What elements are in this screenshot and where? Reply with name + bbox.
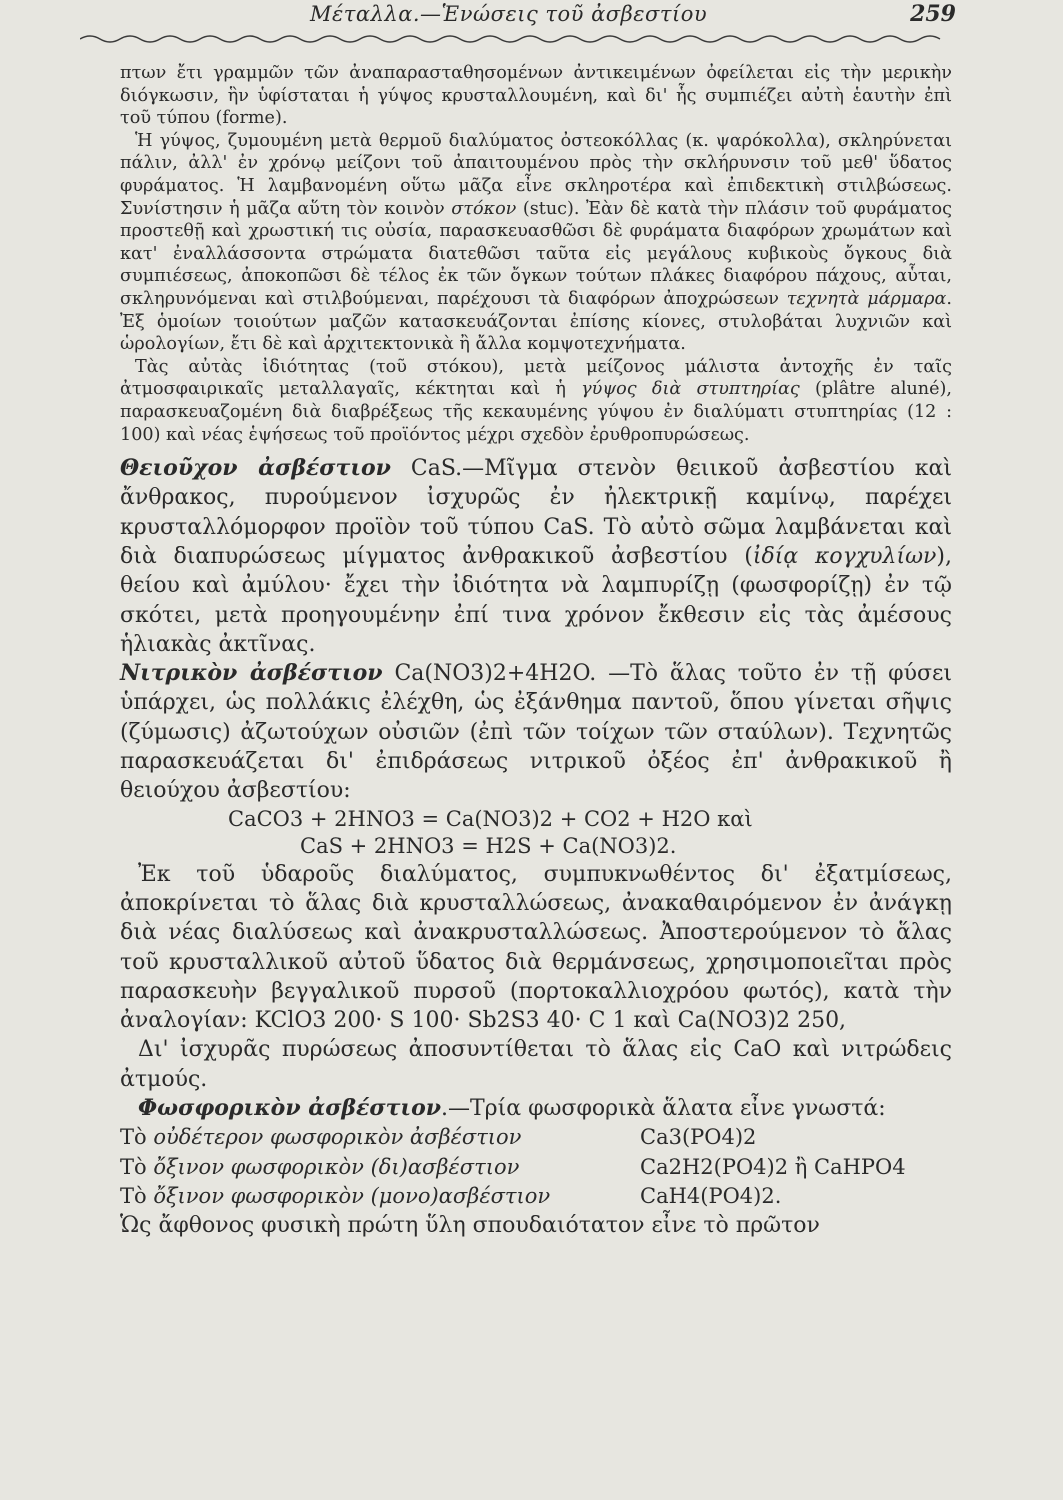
term-stokon: στόκον — [451, 198, 517, 219]
section-calcium-sulfide — [120, 454, 952, 659]
section-calcium-phosphate — [120, 1094, 952, 1123]
list-item — [120, 1182, 952, 1211]
text-run: Τὰς αὐτὰς ἰδιότητας (τοῦ στόκου), μετὰ μείζονος μάλιστα ἀντοχῆς ἐν ταῖς ἀτμοσφαιρικαῖς μεταλλαγαῖς, κέκτηται καὶ ἡ — [120, 356, 952, 400]
compound-name: ὄξινον φωσφορικὸν (μονο)ασβέστιον — [153, 1183, 551, 1208]
text-run: (plâtre aluné), παρασκευαζομένη διὰ διαβρέξεως τῆς κεκαυμένης γύψου ἐν διαλύματι στυπτηρίας (12 : 100) καὶ νέας ἑψήσεως τοῦ προϊόντος μέχρι σχεδὸν ἐρυθροπυρώσεως. — [120, 379, 953, 445]
article: Τὸ — [120, 1183, 147, 1208]
page-body — [120, 62, 952, 1241]
text-run: .—Μῖγμα στενὸν θειικοῦ ἀσβεστίου καὶ ἄνθρακος, πυρούμενον ἰσχυρῶς ἐν ἠλεκτρικῇ καμίνῳ, παρέχει κρυσταλλόμορφον προϊὸν τοῦ τύπου CaS. Τὸ αὐτὸ σῶμα λαμβάνεται καὶ διὰ διαπυρώσεως μίγματος ἀνθρακικοῦ ἀσβεστίου ( — [120, 456, 953, 569]
list-item — [120, 1123, 952, 1152]
article: Τὸ — [120, 1154, 147, 1179]
compound-formula: CaH4(PO4)2. — [640, 1183, 782, 1208]
term-shells: ἰδίᾳ κογχυλίων — [752, 543, 937, 569]
formula-cas: CaS — [410, 456, 456, 482]
equation-1: CaCO3 + 2HNO3 = Ca(NO3)2 + CO2 + H2O καὶ — [228, 806, 753, 831]
term-alum-plaster: γύψος διὰ στυπτηρίας — [581, 379, 800, 400]
running-title: Μέταλλα.—Ἑνώσεις τοῦ ἀσβεστίου — [310, 2, 708, 26]
section-calcium-nitrate — [120, 659, 952, 805]
text-run: .—Τρία φωσφορικὰ ἅλατα εἶνε γνωστά: — [441, 1096, 886, 1122]
compound-formula: Ca3(PO4)2 — [640, 1125, 757, 1150]
heading-calcium-phosphate: Φωσφορικὸν ἀσβέστιον — [138, 1095, 442, 1122]
wavy-header-rule — [80, 32, 950, 46]
paragraph-nitrate-crystallization: Ἐκ τοῦ ὑδαροῦς διαλύματος, συμπυκνωθέντος δι' ἐξατμίσεως, ἀποκρίνεται τὸ ἅλας διὰ κρυσταλλώσεως, ἀνακαθαιρόμενον ἐν ἀνάγκῃ διὰ νέας διαλύσεως καὶ ἀνακρυσταλλώσεως. Ἀποστερούμενον τὸ ἅλας τοῦ κρυσταλλικοῦ αὐτοῦ ὕδατος διὰ θερμάνσεως, χρησιμοποιεῖται πρὸς παρασκευὴν βεγγαλικοῦ πυρσοῦ (πορτοκαλλιοχρόου φωτός), κατὰ τὴν ἀναλογίαν: KClO3 200· S 100· Sb2S3 40· C 1 καὶ Ca(NO3)2 250, — [120, 861, 952, 1034]
compound-name: ὄξινον φωσφορικὸν (δι)ασβέστιον — [153, 1154, 520, 1179]
large-print-section — [120, 454, 952, 1240]
text-run: . —Τὸ ἅλας τοῦτο ἐν τῇ φύσει ὑπάρχει, ὡς πολλάκις ἐλέχθη, ὡς ἐξάνθημα παντοῦ, ὅπου γίνεται σῆψις (ζύμωσις) ἀζωτούχων οὐσιῶν (ἐπὶ τῶν τοίχων τῶν σταύλων). Τεχνητῶς παρασκευάζεται δι' ἐπιδράσεως νιτρικοῦ ὀξέος ἐπ' ἀνθρακικοῦ ἢ θειούχου ἀσβεστίου: — [120, 661, 952, 804]
list-item — [120, 1153, 952, 1182]
page-number: 259 — [910, 1, 956, 27]
paragraph-alum-plaster — [120, 356, 952, 446]
phosphate-name — [120, 1153, 640, 1182]
phosphate-list — [120, 1123, 952, 1211]
phosphate-name — [120, 1123, 640, 1152]
article: Τὸ — [120, 1125, 147, 1150]
compound-name: οὐδέτερον φωσφορικὸν ἀσβέστιον — [153, 1125, 522, 1150]
closing-line: Ὡς ἄφθονος φυσικὴ πρώτη ὕλη σπουδαιότατον εἶνε τὸ πρῶτον — [120, 1213, 820, 1239]
text-run: (stuc). Ἐὰν δὲ κατὰ τὴν πλάσιν τοῦ φυράματος προστεθῇ καὶ χρωστική τις οὐσία, παρασκευασθῶσι δὲ φυράματα διαφόρων χρωμάτων καὶ κατ' ἐναλλάσσοντα στρώματα διατεθῶσι ταῦτα εἰς μεγάλους κυβικοὺς ὄγκους διὰ συμπιέσεως, ἀποκοπῶσι δὲ τέλος ἐκ τῶν ὄγκων τούτων πλάκες διαφόρου πάχους, αὗται, σκληρυνόμεναι καὶ στιλβούμεναι, παρέχουσι τὰ διαφόρων ἀποχρώσεων — [120, 198, 952, 309]
phosphate-name — [120, 1182, 640, 1211]
term-artificial-marble: τεχνητὰ μάρμαρα — [786, 288, 947, 309]
text-run: Ἡ γύψος, ζυμουμένη μετὰ θερμοῦ διαλύματος ὀστεοκόλλας (κ. ψαρόκολλα), σκληρύνεται πάλιν, ἀλλ' ἐν χρόνῳ μείζονι τοῦ ἀπαιτουμένου πρὸς τὴν σκλήρυνσιν τοῦ μεθ' ὕδατος φυράματος. Ἡ λαμβανομένη οὕτω μᾶζα εἶνε σκληροτέρα καὶ ἐπιδεκτικὴ στιλβώσεως. Συνίστησιν ἡ μᾶζα αὕτη τὸν κοινὸν — [120, 130, 952, 219]
text-run: . Ἐξ ὁμοίων τοιούτων μαζῶν κατασκευάζονται ἐπίσης κίονες, στυλοβάται λυχνιῶν καὶ ὡρολογίων, ἔτι δὲ καὶ ἀρχιτεκτονικὰ ἢ ἄλλα κομψοτεχνήματα. — [120, 288, 952, 355]
page-header — [100, 0, 956, 28]
paragraph-continuation: πτων ἔτι γραμμῶν τῶν ἀναπαρασταθησομένων ἀντικειμένων ὀφείλεται εἰς τὴν μερικὴν διόγκωσιν, ἣν ὑφίσταται ἡ γύψος κρυσταλλουμένη, καὶ δι' ἧς συμπιέζει αὐτὴ ἑαυτὴν ἐπὶ τοῦ τύπου (forme). — [120, 63, 952, 129]
text-run: ), θείου καὶ ἀμύλου· ἔχει τὴν ἰδιότητα νὰ λαμπυρίζῃ (φωσφορίζῃ) ἐν τῷ σκότει, μετὰ προηγουμένην ἐπί τινα χρόνον ἔκθεσιν εἰς τὰς ἀμέσους ἡλιακὰς ἀκτῖνας. — [120, 543, 952, 657]
heading-calcium-sulfide: Θειοῦχον ἀσβέστιον — [120, 455, 391, 482]
formula-calcium-nitrate: Ca(NO3)2+4H2O — [394, 661, 590, 687]
equation-2: CaS + 2HNO3 = H2S + Ca(NO3)2. — [300, 833, 677, 858]
compound-formula: Ca2H2(PO4)2 ἢ CaHPO4 — [640, 1154, 906, 1179]
heading-calcium-nitrate: Νιτρικὸν ἀσβέστιον — [120, 660, 383, 687]
paragraph-nitrate-decomposition: Δι' ἰσχυρᾶς πυρώσεως ἀποσυντίθεται τὸ ἅλας εἰς CaO καὶ νιτρώδεις ἀτμούς. — [120, 1037, 952, 1092]
paragraph-gypsum-glue — [120, 130, 952, 356]
small-print-section — [120, 62, 952, 446]
